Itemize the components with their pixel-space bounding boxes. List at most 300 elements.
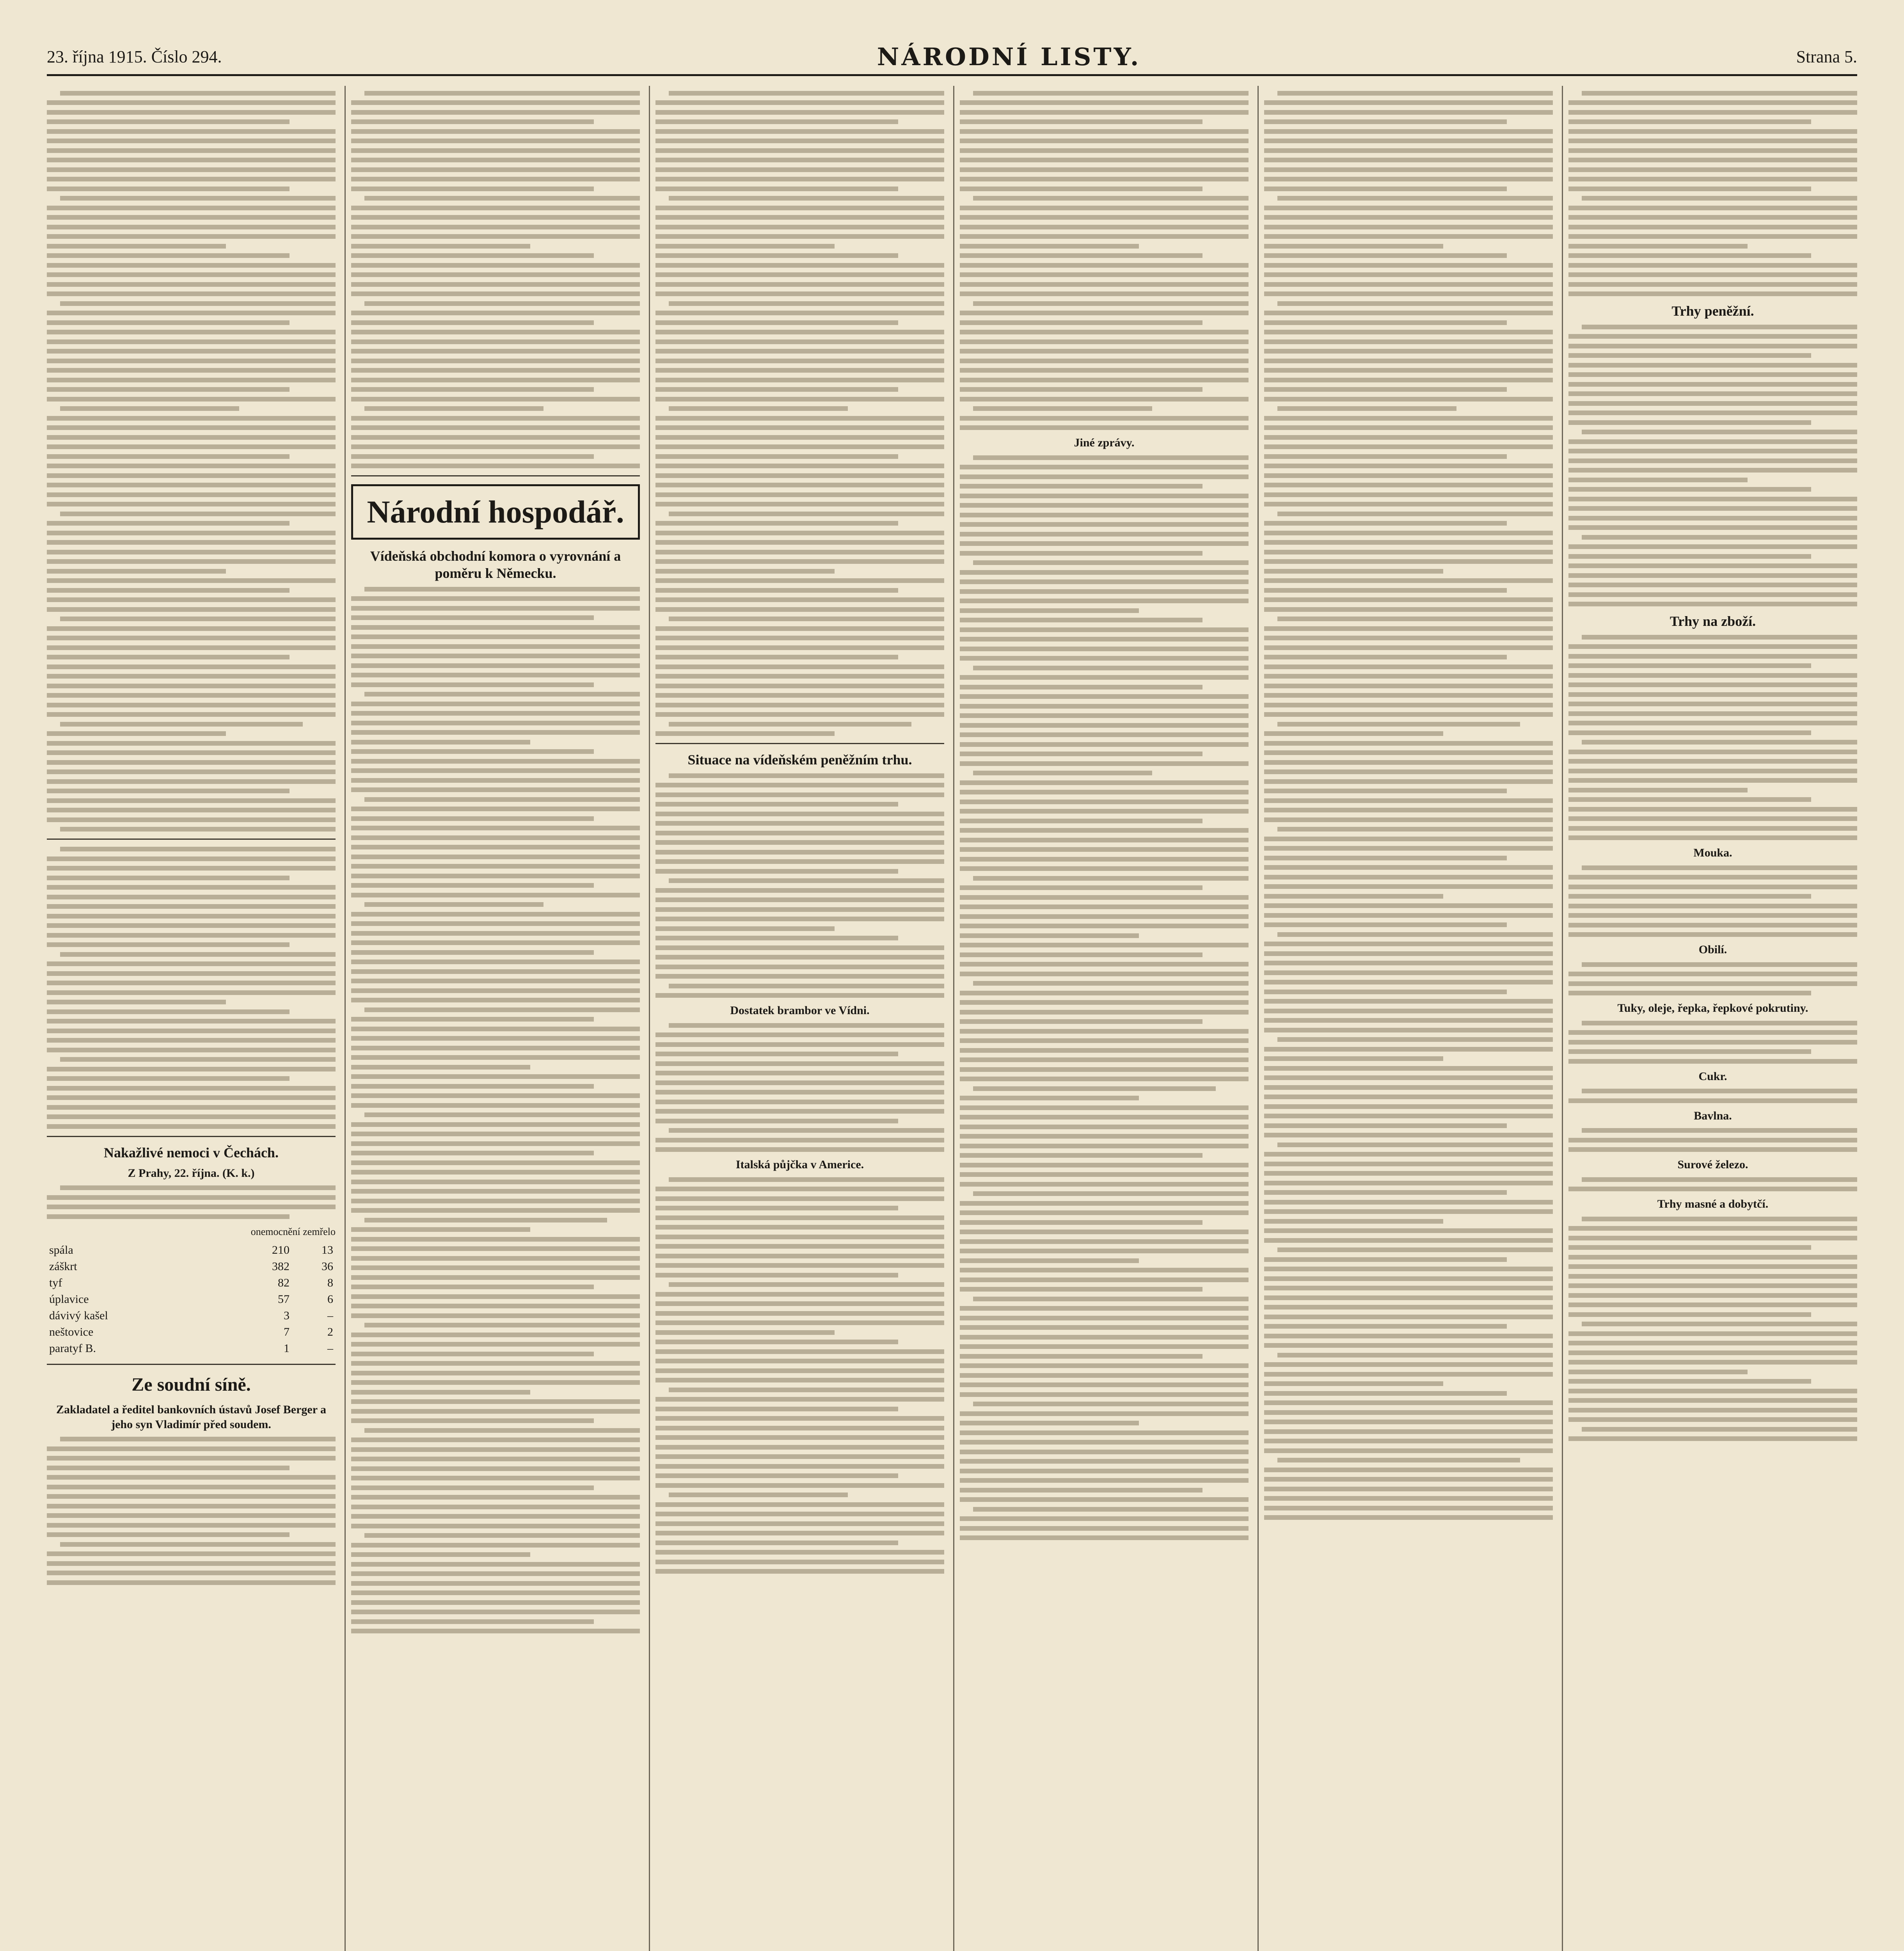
text-line [960,387,1202,392]
text-line [669,1128,944,1133]
text-line [47,885,336,890]
text-line [973,771,1152,775]
text-line [47,502,336,506]
text-line [47,798,336,803]
text-line [1264,607,1553,612]
text-line [47,234,336,239]
text-line [351,1189,640,1194]
text-line [655,167,944,172]
text-line [1582,1089,1857,1093]
text-line [47,521,290,526]
text-line [1264,750,1553,755]
text-line [351,874,640,878]
text-line [351,855,640,859]
text-line [960,972,1249,976]
text-line [1277,91,1553,96]
text-line [47,559,336,564]
disease-row [47,1258,336,1275]
text-line [1568,682,1857,687]
text-line [655,559,944,564]
text-line [960,1258,1139,1263]
text-line [47,339,336,344]
text-line [1264,416,1553,421]
text-line [655,945,944,950]
text-line [973,1297,1249,1301]
disease-dateline: Z Prahy, 22. října. (K. k.) [128,1166,255,1180]
text-line [351,644,640,649]
text-line [960,1057,1249,1062]
text-line [1277,1353,1553,1358]
text-line [351,444,640,449]
text-line [47,789,290,793]
text-line [1264,521,1507,526]
text-line [47,492,336,497]
article-body [655,1023,944,1152]
text-line [960,1029,1249,1034]
text-line [1264,1009,1553,1013]
text-line [1568,344,1857,348]
text-line [47,626,336,631]
text-line [1568,1187,1857,1191]
column-rule [649,86,650,1951]
text-line [1568,673,1857,678]
disease-cell: 382 [272,1260,290,1273]
text-line [1264,1448,1553,1453]
article-body [47,1437,336,1585]
text-line [1264,368,1553,373]
text-line [351,1170,640,1175]
text-line [960,1077,1249,1081]
text-line [351,740,530,745]
text-line [1568,778,1857,783]
text-line [1568,835,1857,840]
text-line [1568,372,1857,377]
text-line [655,311,944,315]
text-line [47,808,336,812]
text-line [351,1084,594,1089]
text-line [1264,1276,1553,1281]
text-line [1264,980,1553,984]
text-line [1264,1400,1553,1405]
text-line [1568,139,1857,143]
masthead [47,39,1857,76]
court-heading: Ze soudní síně. [131,1374,251,1395]
text-line [655,1215,944,1220]
text-line [960,1526,1249,1531]
other-news-heading: Jiné zprávy. [1074,436,1135,449]
text-line [47,856,336,861]
text-line [351,663,640,668]
text-line [1264,1047,1553,1052]
text-line [1568,759,1857,764]
text-line [655,1569,944,1574]
text-line [655,158,944,162]
text-line [1277,617,1553,621]
text-line [47,320,290,325]
text-line [655,993,944,998]
text-line [655,1435,944,1440]
text-line [960,800,1249,804]
article-body [1568,962,1857,996]
text-line [47,895,336,899]
text-line [1264,1324,1507,1329]
text-line [960,474,1249,479]
text-line [47,425,336,430]
text-line [1568,458,1857,463]
text-line [47,569,226,574]
text-line [655,665,944,669]
text-line [960,704,1249,709]
text-line [655,1109,944,1114]
text-line [655,1263,944,1268]
text-line [351,1199,640,1203]
text-line [960,752,1202,756]
text-line [1568,148,1857,153]
text-line [351,1552,530,1557]
text-line [1264,645,1553,650]
text-line [1264,597,1553,602]
disease-cell: – [327,1309,333,1322]
text-line [1568,1360,1857,1365]
text-line [1568,730,1811,735]
text-line [1264,100,1553,105]
text-line [1568,1236,1857,1240]
text-line [351,1399,640,1404]
text-line [960,177,1249,181]
text-line [47,578,336,583]
text-line [351,110,640,115]
text-line [351,912,640,917]
text-line [1264,703,1553,707]
text-line [47,1048,336,1052]
text-line [960,943,1249,947]
text-line [960,158,1249,162]
text-line [960,866,1249,871]
text-line [960,1497,1249,1502]
text-line [960,904,1249,909]
text-line [1568,1040,1857,1045]
text-line [1264,798,1553,803]
text-line [960,330,1249,334]
text-line [47,1532,290,1537]
text-line [1568,1350,1857,1355]
divider [47,1364,336,1365]
text-line [1277,196,1553,201]
text-line [960,895,1249,900]
text-line [655,492,944,497]
text-line [1264,425,1553,430]
disease-cell: 1 [284,1342,290,1355]
text-line [351,1265,640,1270]
text-line [1568,826,1857,831]
text-line [1264,206,1553,210]
text-line [351,749,594,754]
text-line [351,1294,640,1299]
text-line [1568,487,1811,492]
text-line [655,349,944,354]
text-line [1264,1496,1553,1501]
text-line [1264,712,1553,717]
text-line [1568,391,1857,396]
text-line [655,1349,944,1354]
text-line [669,91,944,96]
text-line [47,607,336,612]
text-line [47,1571,336,1575]
text-line [47,244,226,249]
text-line [1264,454,1507,459]
text-line [351,596,640,601]
article-body [1568,1177,1857,1192]
text-line [655,802,898,807]
text-line [1568,885,1857,889]
text-line [1264,569,1443,574]
text-line [655,607,944,612]
sugar-heading: Cukr. [1698,1070,1727,1083]
text-line [1264,655,1507,659]
text-line [1264,741,1553,746]
text-line [1568,439,1857,444]
text-line [351,816,594,821]
text-line [351,291,640,296]
text-line [1568,215,1857,220]
text-line [1568,1059,1857,1064]
text-line [47,1494,336,1499]
text-line [655,435,944,440]
section-title: Národní hospodář. [367,494,624,530]
text-line [1568,1341,1857,1345]
text-line [60,1057,336,1062]
text-line [655,1445,944,1450]
text-line [1264,291,1553,296]
text-line [364,301,640,306]
text-line [47,876,290,880]
text-line [47,187,290,191]
text-line [47,263,336,268]
text-line [1568,206,1857,210]
text-line [351,654,640,658]
text-line [47,1504,336,1509]
disease-cell: paratyf B. [49,1342,96,1355]
text-line [1264,578,1553,583]
disease-cell: 6 [327,1292,333,1306]
text-line [1568,1398,1857,1403]
text-line [351,119,594,124]
text-line [973,1086,1216,1091]
text-line [655,693,944,698]
text-line [960,1469,1249,1473]
text-line [1264,387,1507,392]
text-line [364,91,640,96]
text-line [351,425,640,430]
text-line [655,850,944,855]
text-line [47,349,336,354]
text-line [351,1132,640,1136]
text-line [1264,674,1553,679]
text-line [47,1019,336,1023]
text-line [960,608,1139,613]
text-line [960,1363,1249,1368]
text-line [1568,583,1857,587]
text-line [655,1512,944,1516]
text-line [1568,353,1811,358]
text-line [47,817,336,822]
text-line [1264,588,1507,593]
text-line [1264,903,1553,908]
text-line [655,282,944,287]
text-line [1264,1439,1553,1443]
text-line [1264,1410,1553,1415]
text-line [960,1382,1249,1387]
text-line [1264,760,1553,765]
text-line [655,397,944,402]
text-line [960,1306,1249,1311]
text-line [1568,177,1857,181]
text-line [47,750,336,755]
text-line [1582,1322,1857,1326]
text-line [351,1027,640,1031]
text-line [47,444,336,449]
text-line [351,721,640,725]
text-line [960,847,1249,852]
text-line [47,148,336,153]
text-line [1264,1123,1507,1128]
column-6 [1568,86,1857,1951]
text-line [655,1080,944,1085]
text-line [655,187,898,191]
text-line [1568,382,1857,387]
text-line [1582,865,1857,870]
text-line [351,139,640,143]
article-body [1568,1089,1857,1103]
text-line [351,807,640,811]
text-line [655,597,944,602]
text-line [1264,349,1553,354]
text-line [669,196,944,201]
text-line [655,955,944,960]
article-body [351,91,640,469]
text-line [351,234,640,239]
text-line [1264,999,1553,1004]
text-line [47,110,336,115]
text-line [1264,913,1553,918]
text-line [973,91,1249,96]
text-line [351,835,640,840]
text-line [364,1007,640,1012]
text-line [47,990,336,995]
text-line [1568,291,1857,296]
text-line [655,588,898,593]
text-line [351,682,594,687]
text-line [669,1023,944,1028]
text-line [351,711,640,716]
text-line [655,1052,898,1056]
text-line [655,578,944,583]
text-line [351,244,530,249]
text-line [1277,1458,1520,1462]
text-line [655,1273,898,1278]
text-line [1264,1056,1443,1061]
text-line [960,780,1249,785]
text-line [960,761,1249,766]
text-line [47,253,290,258]
text-line [351,1237,640,1242]
commodity-markets-heading: Trhy na zboží. [1670,613,1756,629]
text-line [47,597,336,602]
text-line [1568,410,1857,415]
text-line [351,1619,594,1624]
text-line [960,368,1249,373]
text-line [1264,320,1507,325]
text-line [351,1524,640,1528]
article-body [960,91,1249,430]
text-line [1568,788,1748,792]
text-line [960,1210,1249,1215]
text-line [1264,817,1553,822]
text-line [960,1344,1249,1349]
text-line [960,1182,1249,1187]
text-line [1264,110,1553,115]
text-line [351,1418,594,1423]
text-line [1264,531,1553,535]
text-line [47,961,336,966]
text-line [351,282,640,287]
text-line [351,1074,640,1079]
text-line [1277,301,1553,306]
text-line [960,914,1249,919]
text-line [1264,1133,1553,1137]
text-line [47,215,336,220]
text-line [1264,1295,1553,1300]
text-line [1568,478,1748,482]
text-line [351,1227,530,1232]
text-line [1264,1315,1553,1319]
text-line [655,1147,944,1152]
text-line [960,1172,1249,1177]
text-line [655,1502,944,1507]
text-line [351,702,640,706]
text-line [655,1397,944,1402]
text-line [1264,483,1553,487]
text-line [960,1230,1249,1234]
text-line [1568,1312,1811,1317]
text-line [1264,148,1553,153]
text-line [47,291,336,296]
text-line [960,1316,1249,1320]
text-line [47,368,336,373]
text-line [655,1292,944,1297]
text-line [351,100,640,105]
text-line [1568,253,1811,258]
text-line [655,812,944,816]
text-line [655,840,944,845]
text-line [1264,540,1553,545]
disease-cell: 2 [327,1325,333,1338]
text-line [960,291,1249,296]
text-line [655,1359,944,1363]
text-line [1264,1028,1553,1032]
text-line [351,1361,640,1366]
text-line [1568,894,1811,899]
text-line [1568,816,1857,821]
text-line [1264,1381,1443,1386]
text-line [960,1134,1249,1139]
text-line [1568,1138,1857,1143]
disease-cell: spála [49,1243,73,1256]
disease-cell: tyf [49,1276,62,1289]
article-body [1568,1128,1857,1152]
text-line [47,760,336,765]
text-line [960,263,1249,268]
